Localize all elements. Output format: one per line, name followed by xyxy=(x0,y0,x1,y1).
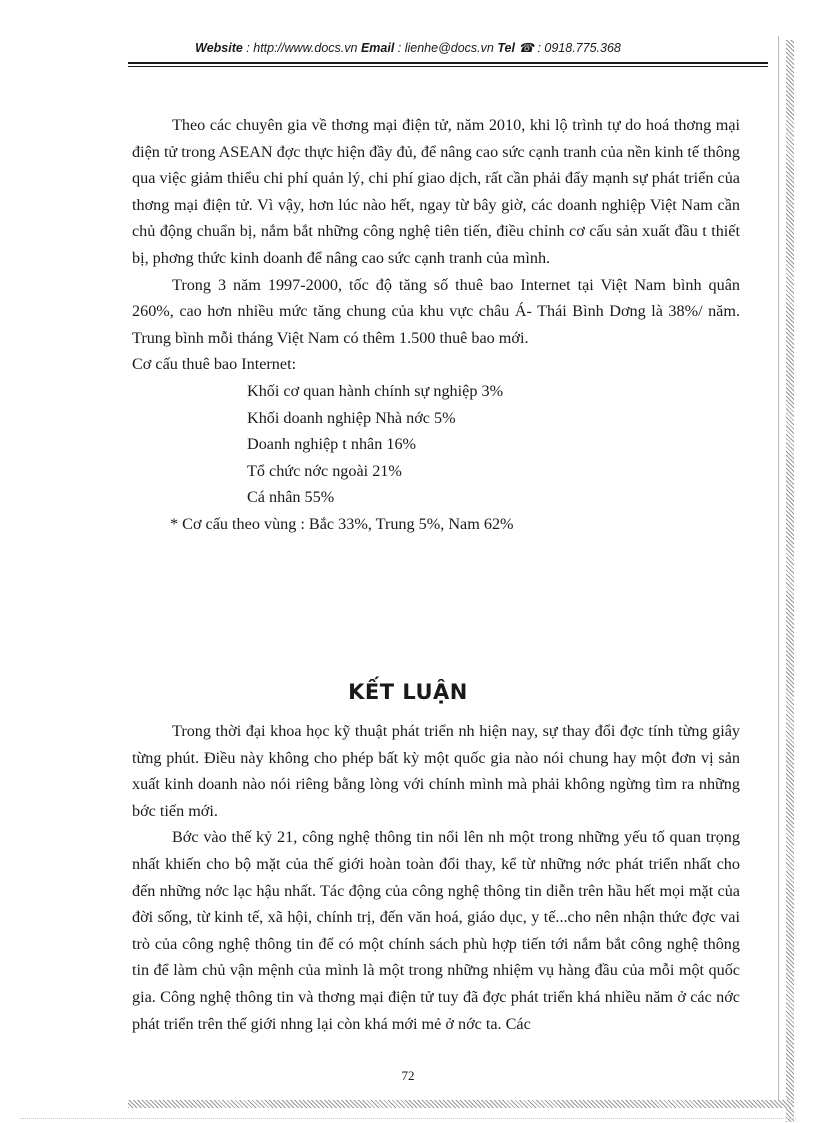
conclusion-title: KẾT LUẬN xyxy=(348,680,468,704)
website-value: : http://www.docs.vn xyxy=(242,41,361,55)
structure-label: Cơ cấu thuê bao Internet: xyxy=(132,355,297,374)
page-number: 72 xyxy=(401,1068,415,1083)
paragraph: Trong thời đại khoa học kỹ thuật phát triển nh hiện nay, sự thay đổi đợc tính từng giây từng phút. Điều này không cho phép bất kỳ một quốc gia nào nói chung hay một đơn vị sản xuất kinh doanh nào nói riêng bằng lòng với chính mình mà phải không ngừng tìm ra những bớc tiến mới. xyxy=(132,722,740,820)
page-frame-right xyxy=(778,36,779,1102)
paragraph: Theo các chuyên gia về thơng mại điện tử, năm 2010, khi lộ trình tự do hoá thơng mại điện tử trong ASEAN đợc thực hiện đầy đủ, để nâng cao sức cạnh tranh của nền kinh tế thông qua việc giảm thiểu chi phí quản lý, chi phí giao dịch, rất cần phải đẩy mạnh sự phát triển của thơng mại điện tử. Vì vậy, hơn lúc nào hết, ngay từ bây giờ, các doanh nghiệp Việt Nam cần chủ động chuẩn bị, nắm bắt những công nghệ tiên tiến, điều chỉnh cơ cấu sản xuất đầu t thiết bị, phơng thức kinh doanh để nâng cao sức cạnh tranh của mình. xyxy=(132,116,740,267)
page-shadow-bottom xyxy=(128,1100,794,1108)
structure-list xyxy=(132,378,740,511)
paragraph: Trong 3 năm 1997-2000, tốc độ tăng số thuê bao Internet tại Việt Nam bình quân 260%, cao hơn nhiều mức tăng chung của khu vực châu Á- Thái Bình Dơng là 38%/ năm. Trung bình mỗi tháng Việt Nam có thêm 1.500 thuê bao mới. xyxy=(132,275,740,347)
header-rule-thin xyxy=(128,66,768,67)
website-label: Website xyxy=(195,41,243,55)
list-item: Tổ chức nớc ngoài 21% xyxy=(247,461,402,480)
email-value: : lienhe@docs.vn xyxy=(394,41,498,55)
list-item: Cá nhân 55% xyxy=(247,488,335,507)
email-label: Email xyxy=(360,41,395,55)
list-item: Doanh nghiệp t nhân 16% xyxy=(247,435,417,454)
page-footer-dotline xyxy=(20,1118,796,1119)
region-note: * Cơ cấu theo vùng : Bắc 33%, Trung 5%, Nam 62% xyxy=(170,514,514,533)
conclusion-body xyxy=(132,718,740,1037)
section-body xyxy=(132,112,740,538)
page-shadow-right xyxy=(786,40,794,1122)
tel-value: ☎ : 0918.775.368 xyxy=(514,41,621,55)
list-item: Khối cơ quan hành chính sự nghiệp 3% xyxy=(247,381,504,400)
header-rule-thick xyxy=(128,62,768,64)
page-header xyxy=(0,40,816,55)
list-item: Khối doanh nghiệp Nhà nớc 5% xyxy=(247,408,456,427)
tel-label: Tel xyxy=(497,41,515,55)
paragraph: Bớc vào thế kỷ 21, công nghệ thông tin nổi lên nh một trong những yếu tố quan trọng nhất khiến cho bộ mặt của thế giới hoàn toàn đổi thay, kể từ những nớc phát triển nhất cho đến những nớc lạc hậu nhất. Tác động của công nghệ thông tin diễn trên hầu hết mọi mặt của đời sống, từ kinh tế, xã hội, chính trị, đến văn hoá, giáo dục, y tế...cho nên nhận thức đợc vai trò của công nghệ thông tin để có một chính sách phù hợp tiến tới nắm bắt công nghệ thông tin để làm chủ vận mệnh của mình là một trong những nhiệm vụ hàng đầu của mỗi một quốc gia. Công nghệ thông tin và thơng mại điện tử tuy đã đợc phát triển khá nhiều năm ở các nớc phát triển trên thế giới nhng lại còn khá mới mẻ ở nớc ta. Các xyxy=(132,828,740,1033)
